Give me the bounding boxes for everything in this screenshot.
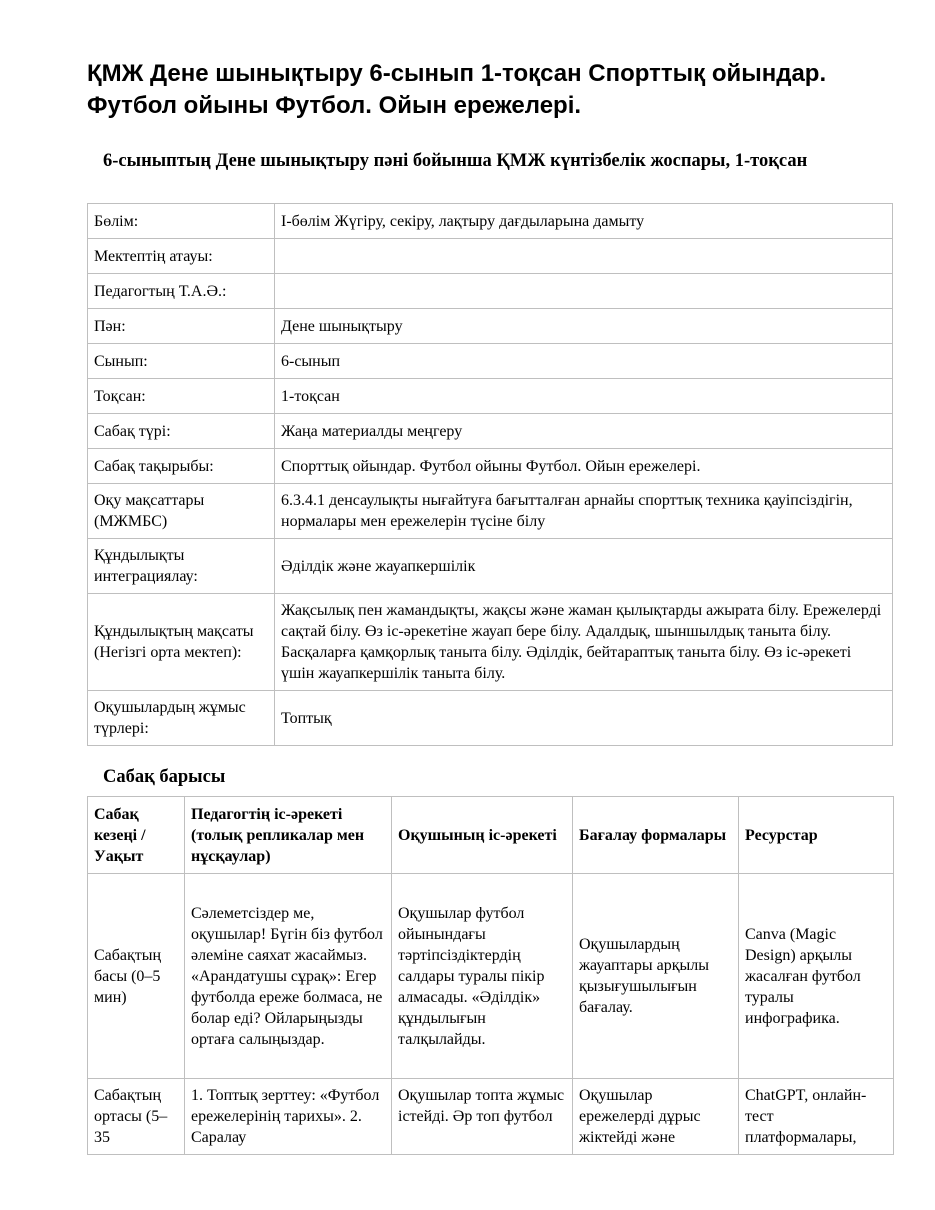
plan-heading: 6-сыныптың Дене шынықтыру пәні бойынша ҚМЖ күнтізбелік жоспары, 1-тоқсан [103, 151, 808, 171]
info-label-section: Бөлім: [88, 204, 275, 239]
info-label-teacher: Педагогтың Т.А.Ә.: [88, 274, 275, 309]
info-label-work-forms: Оқушылардың жұмыс түрлері: [88, 691, 275, 746]
cell-student-actions: Оқушылар топта жұмыс істейді. Әр топ футбол [392, 1079, 573, 1155]
cell-assessment: Оқушылардың жауаптары арқылы қызығушылығын бағалау. [573, 874, 739, 1079]
info-value-section: І-бөлім Жүгіру, секіру, лақтыру дағдыларына дамыту [275, 204, 893, 239]
table-row [88, 874, 894, 1079]
column-header-stage: Сабақ кезеңі / Уақыт [88, 797, 185, 874]
cell-teacher-actions: 1. Топтық зерттеу: «Футбол ережелерінің тарихы». 2. Саралау [185, 1079, 392, 1155]
table-header-row [88, 797, 894, 874]
cell-student-actions: Оқушылар футбол ойынындағы тәртіпсіздіктердің салдары туралы пікір алмасады. «Әділдік» құндылығын талқылайды. [392, 874, 573, 1079]
info-label-lesson-type: Сабақ түрі: [88, 414, 275, 449]
column-header-resources: Ресурстар [739, 797, 894, 874]
info-label-values-goal: Құндылықтың мақсаты (Негізгі орта мектеп): [88, 594, 275, 691]
info-value-topic: Спорттық ойындар. Футбол ойыны Футбол. Ойын ережелері. [275, 449, 893, 484]
cell-stage: Сабақтың ортасы (5–35 [88, 1079, 185, 1155]
column-header-assessment: Бағалау формалары [573, 797, 739, 874]
cell-stage: Сабақтың басы (0–5 мин) [88, 874, 185, 1079]
info-value-subject: Дене шынықтыру [275, 309, 893, 344]
info-label-grade: Сынып: [88, 344, 275, 379]
info-label-quarter: Тоқсан: [88, 379, 275, 414]
info-value-values-goal: Жақсылық пен жамандықты, жақсы және жаман қылықтарды ажырата білу. Ережелерді сақтай білу. Өз іс-әрекетіне жауап бере білу. Адалдық, шыншылдық таныта білу. Басқаларға қамқорлық таныта білу. Әділдік, бейтараптық таныта білу. Өз іс-әрекеті үшін жауапкершілік таныта білу. [275, 594, 893, 691]
cell-teacher-actions: Сәлеметсіздер ме, оқушылар! Бүгін біз футбол әлеміне саяхат жасаймыз. «Арандатушы сұрақ»: Егер футболда ереже болмаса, не болар еді? Ойларыңызды ортаға салыңыздар. [185, 874, 392, 1079]
cell-resources: ChatGPT, онлайн-тест платформалары, [739, 1079, 894, 1155]
info-value-quarter: 1-тоқсан [275, 379, 893, 414]
info-value-work-forms: Топтық [275, 691, 893, 746]
course-heading: Сабақ барысы [103, 767, 226, 787]
info-value-values-integration: Әділдік және жауапкершілік [275, 539, 893, 594]
lesson-flow-table [87, 796, 894, 1155]
info-label-school: Мектептің атауы: [88, 239, 275, 274]
info-value-lesson-type: Жаңа материалды меңгеру [275, 414, 893, 449]
cell-assessment: Оқушылар ережелерді дұрыс жіктейді және [573, 1079, 739, 1155]
column-header-teacher-actions: Педагогтің іс-әрекеті (толық репликалар мен нұсқаулар) [185, 797, 392, 874]
table-row [88, 1079, 894, 1155]
cell-resources: Canva (Magic Design) арқылы жасалған футбол туралы инфографика. [739, 874, 894, 1079]
info-value-grade: 6-сынып [275, 344, 893, 379]
info-value-objectives: 6.3.4.1 денсаулықты нығайтуға бағытталған арнайы спорттық техника қауіпсіздігін, нормалары мен ережелерін түсіне білу [275, 484, 893, 539]
info-label-values-integration: Құндылықты интеграциялау: [88, 539, 275, 594]
document-title: ҚМЖ Дене шынықтыру 6-сынып 1-тоқсан Спорттық ойындар. Футбол ойыны Футбол. Ойын ережелері. [87, 60, 827, 119]
info-label-objectives: Оқу мақсаттары (МЖМБС) [88, 484, 275, 539]
info-label-topic: Сабақ тақырыбы: [88, 449, 275, 484]
column-header-student-actions: Оқушының іс-әрекеті [392, 797, 573, 874]
info-label-subject: Пән: [88, 309, 275, 344]
